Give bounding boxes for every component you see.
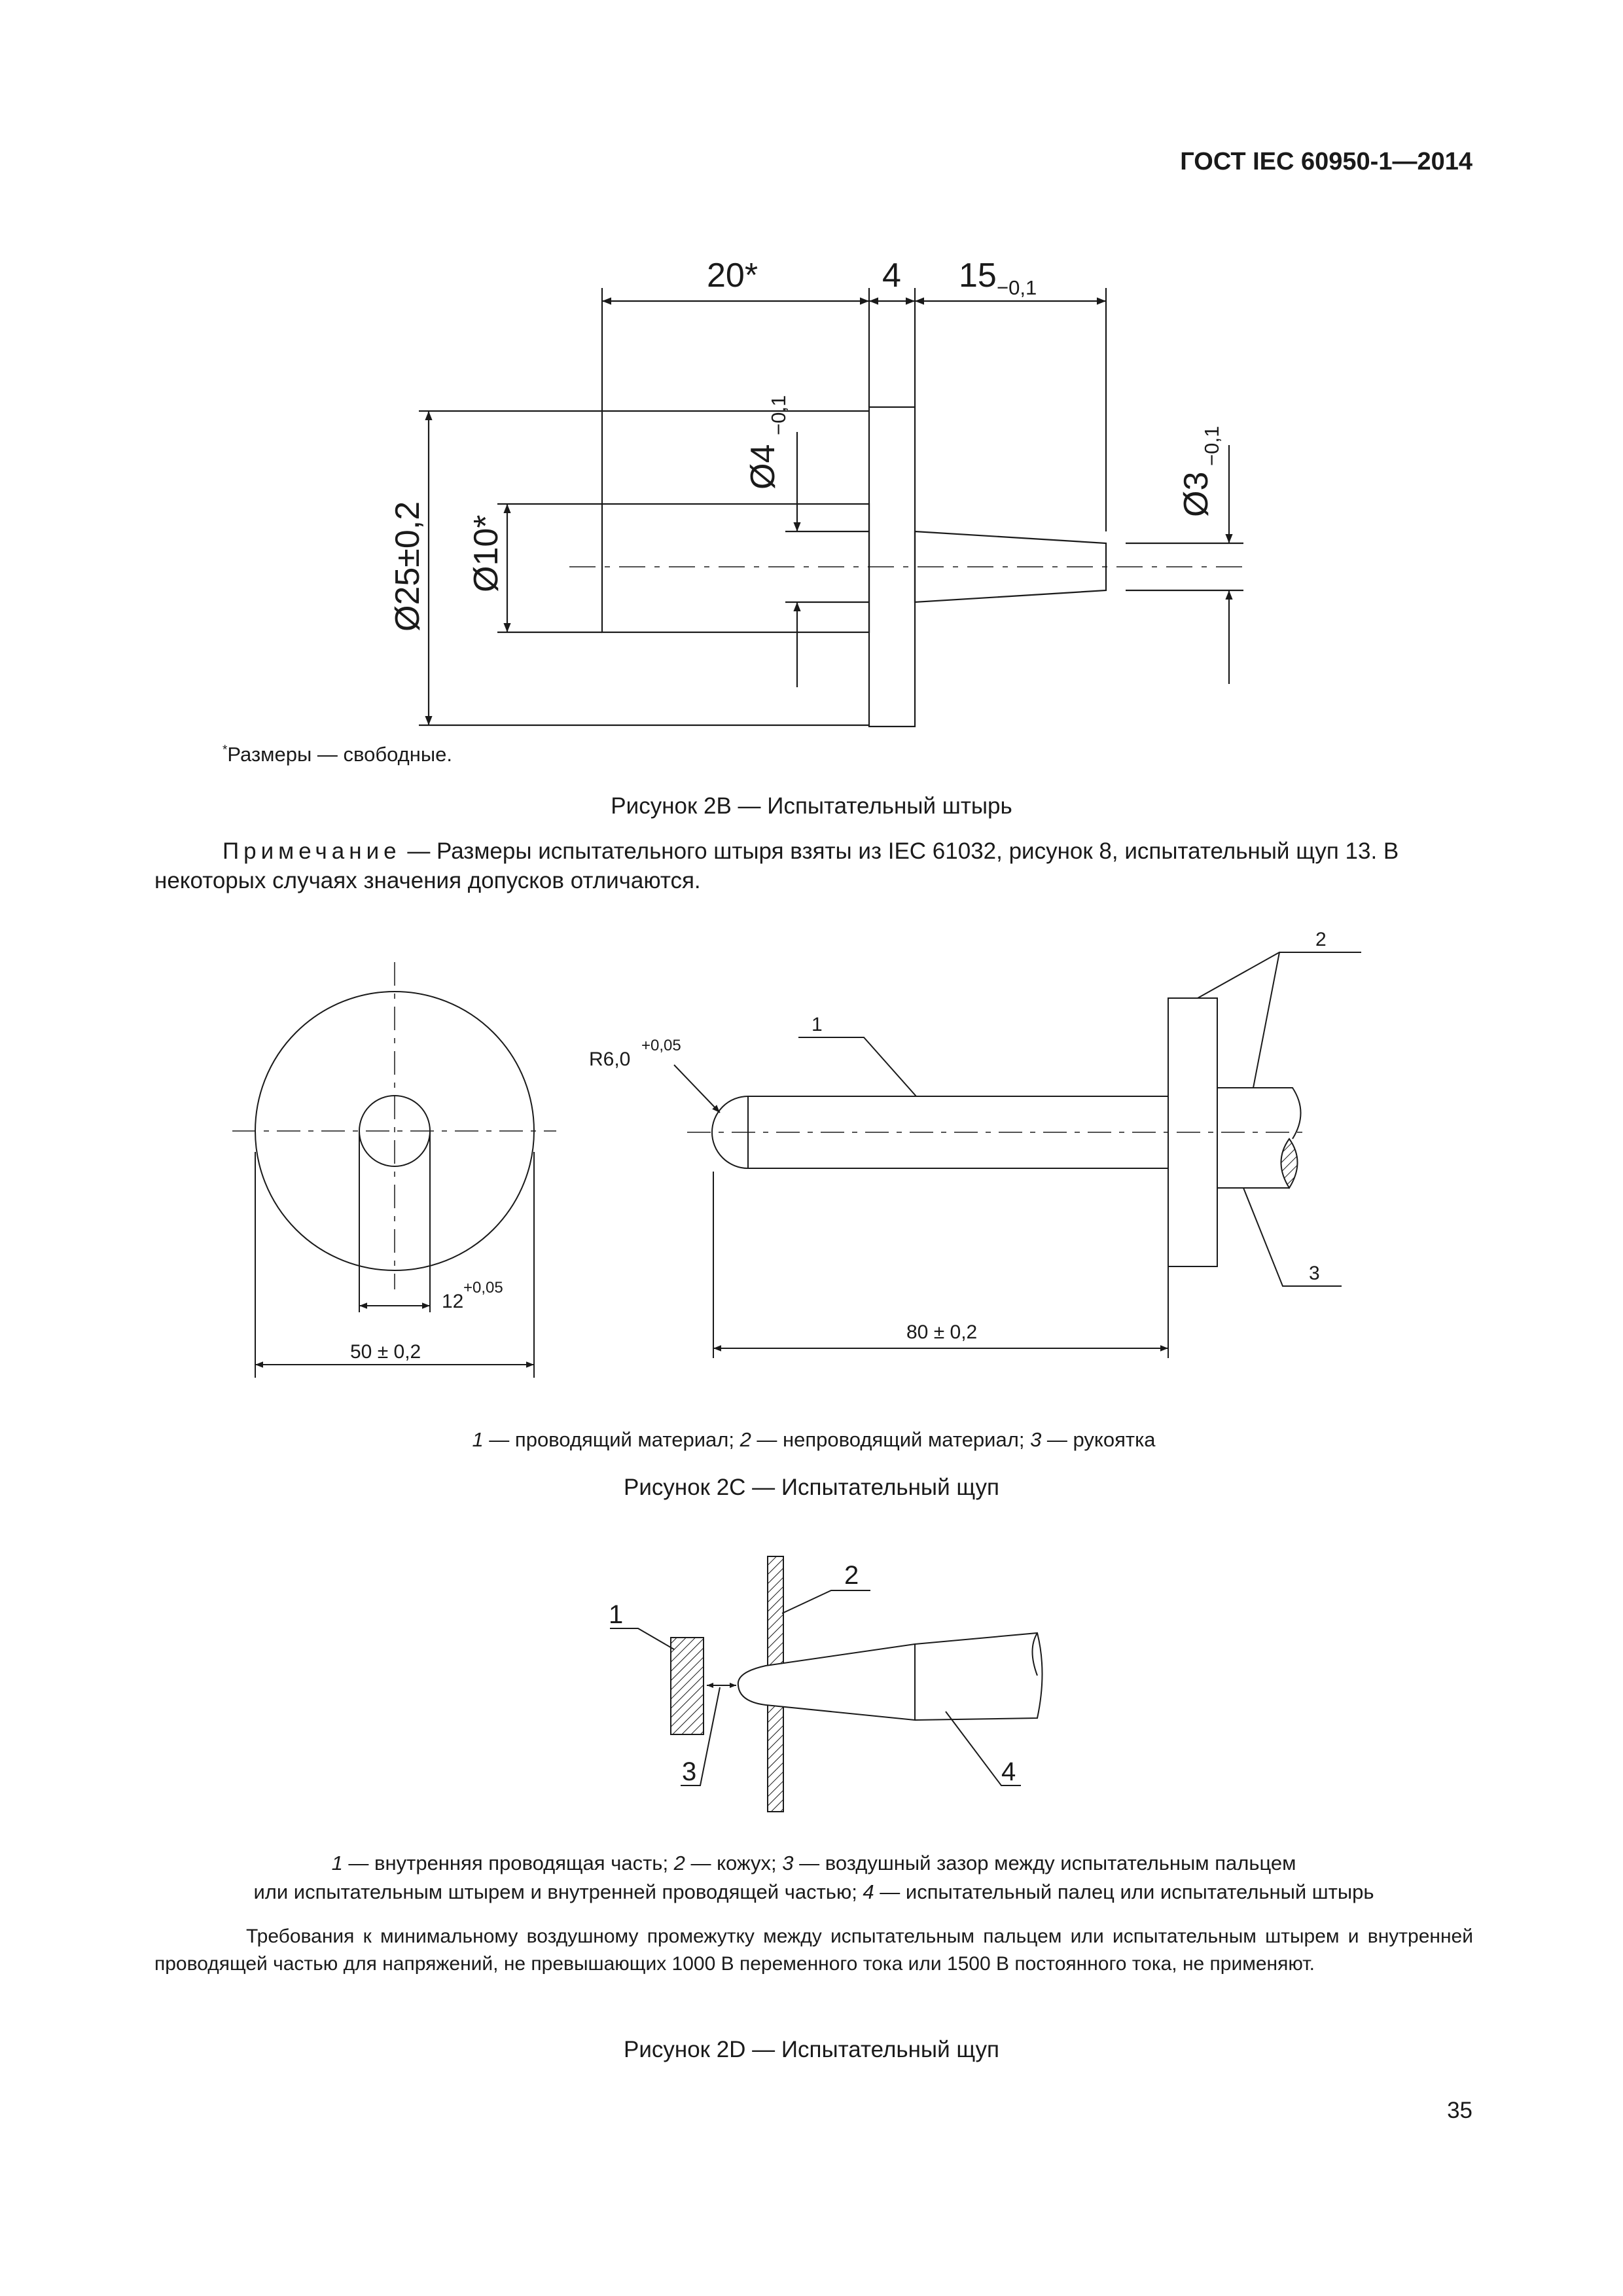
figure-2b-drawing <box>366 242 1283 740</box>
dim-d25-label: Ø25±0,2 <box>389 501 427 632</box>
legend-text: — внутренняя проводящая часть; <box>342 1852 674 1874</box>
legend-number: 2 <box>673 1852 685 1874</box>
footnote-mark: * <box>223 743 228 757</box>
test-finger-tip <box>738 1644 915 1720</box>
legend-number: 1 <box>472 1428 484 1451</box>
figure-2d-drawing <box>576 1538 1099 1820</box>
legend-number: 2 <box>740 1428 751 1451</box>
dim-50-label: 50 ± 0,2 <box>350 1341 421 1363</box>
standard-header: ГОСТ IEC 60950-1—2014 <box>1180 148 1472 175</box>
callout-2: 2 <box>1315 929 1327 950</box>
dim-12-tolerance: +0,05 <box>463 1279 503 1297</box>
dim-15-label: 15 <box>959 257 997 295</box>
legend-text: — кожух; <box>685 1852 783 1874</box>
figure-2d-caption: Рисунок 2D — Испытательный щуп <box>623 2037 999 2062</box>
page-number: 35 <box>1447 2098 1472 2123</box>
figure-2c-legend <box>154 1426 1473 1454</box>
dim-d3-label: Ø3 <box>1177 471 1215 517</box>
legend-number: 3 <box>1030 1428 1042 1451</box>
dim-15-tolerance: −0,1 <box>997 276 1037 299</box>
callout-1: 1 <box>609 1600 624 1629</box>
note-text: — Размеры испытательного штыря взяты из IEC 61032, рисунок 8, испытательный щуп 13. В некоторых случаях значения допусков отличаются. <box>154 838 1399 893</box>
note-paragraph <box>154 836 1473 895</box>
dim-d4-tolerance: −0,1 <box>767 395 790 435</box>
callout-1: 1 <box>812 1014 823 1035</box>
note-label: Примечание <box>223 838 401 864</box>
dim-12-label: 12 <box>442 1291 464 1312</box>
footnote-text: Размеры — свободные. <box>227 743 452 766</box>
dim-80-label: 80 ± 0,2 <box>906 1321 978 1343</box>
legend-text: — проводящий материал; <box>483 1428 740 1451</box>
legend-number: 1 <box>331 1852 343 1874</box>
callout-2: 2 <box>844 1561 859 1590</box>
callout-3: 3 <box>682 1757 697 1786</box>
figure-2d-legend <box>154 1849 1473 1907</box>
figure-2b-caption: Рисунок 2В — Испытательный штырь <box>611 793 1012 819</box>
legend-text: или испытательным штырем и внутренней проводящей частью; <box>253 1880 863 1903</box>
dim-d3-tolerance: −0,1 <box>1200 425 1223 466</box>
callout-4: 4 <box>1001 1757 1016 1786</box>
legend-text: — непроводящий материал; <box>751 1428 1031 1451</box>
dim-20-label: 20* <box>707 257 758 295</box>
handle-section <box>1281 1139 1298 1188</box>
figure-2c-drawing <box>196 910 1407 1407</box>
legend-text: — рукоятка <box>1041 1428 1156 1451</box>
pin-body <box>602 504 869 632</box>
legend-number: 3 <box>782 1852 794 1874</box>
figure-2b-footnote <box>223 743 452 766</box>
legend-text: — воздушный зазор между испытательным пальцем <box>793 1852 1296 1874</box>
dim-d4-label: Ø4 <box>744 444 782 490</box>
callout-3: 3 <box>1309 1263 1320 1284</box>
legend-number: 4 <box>863 1880 874 1903</box>
dim-4-label: 4 <box>882 257 901 295</box>
conductive-part <box>671 1638 704 1734</box>
legend-text: — испытательный палец или испытательный штырь <box>874 1880 1374 1903</box>
requirement-paragraph: Требования к минимальному воздушному промежутку между испытательным пальцем или испытательным штырем и внутренней проводящей частью для напряжений, не превышающих 1000 В переменного тока или 1500 В постоянного тока, не применяют. <box>154 1926 1473 1975</box>
dim-d10-label: Ø10* <box>467 514 505 592</box>
dim-r6-label: R6,0 <box>589 1049 631 1070</box>
figure-2c-caption: Рисунок 2С — Испытательный щуп <box>623 1475 999 1500</box>
dim-r6-tolerance: +0,05 <box>641 1037 681 1054</box>
